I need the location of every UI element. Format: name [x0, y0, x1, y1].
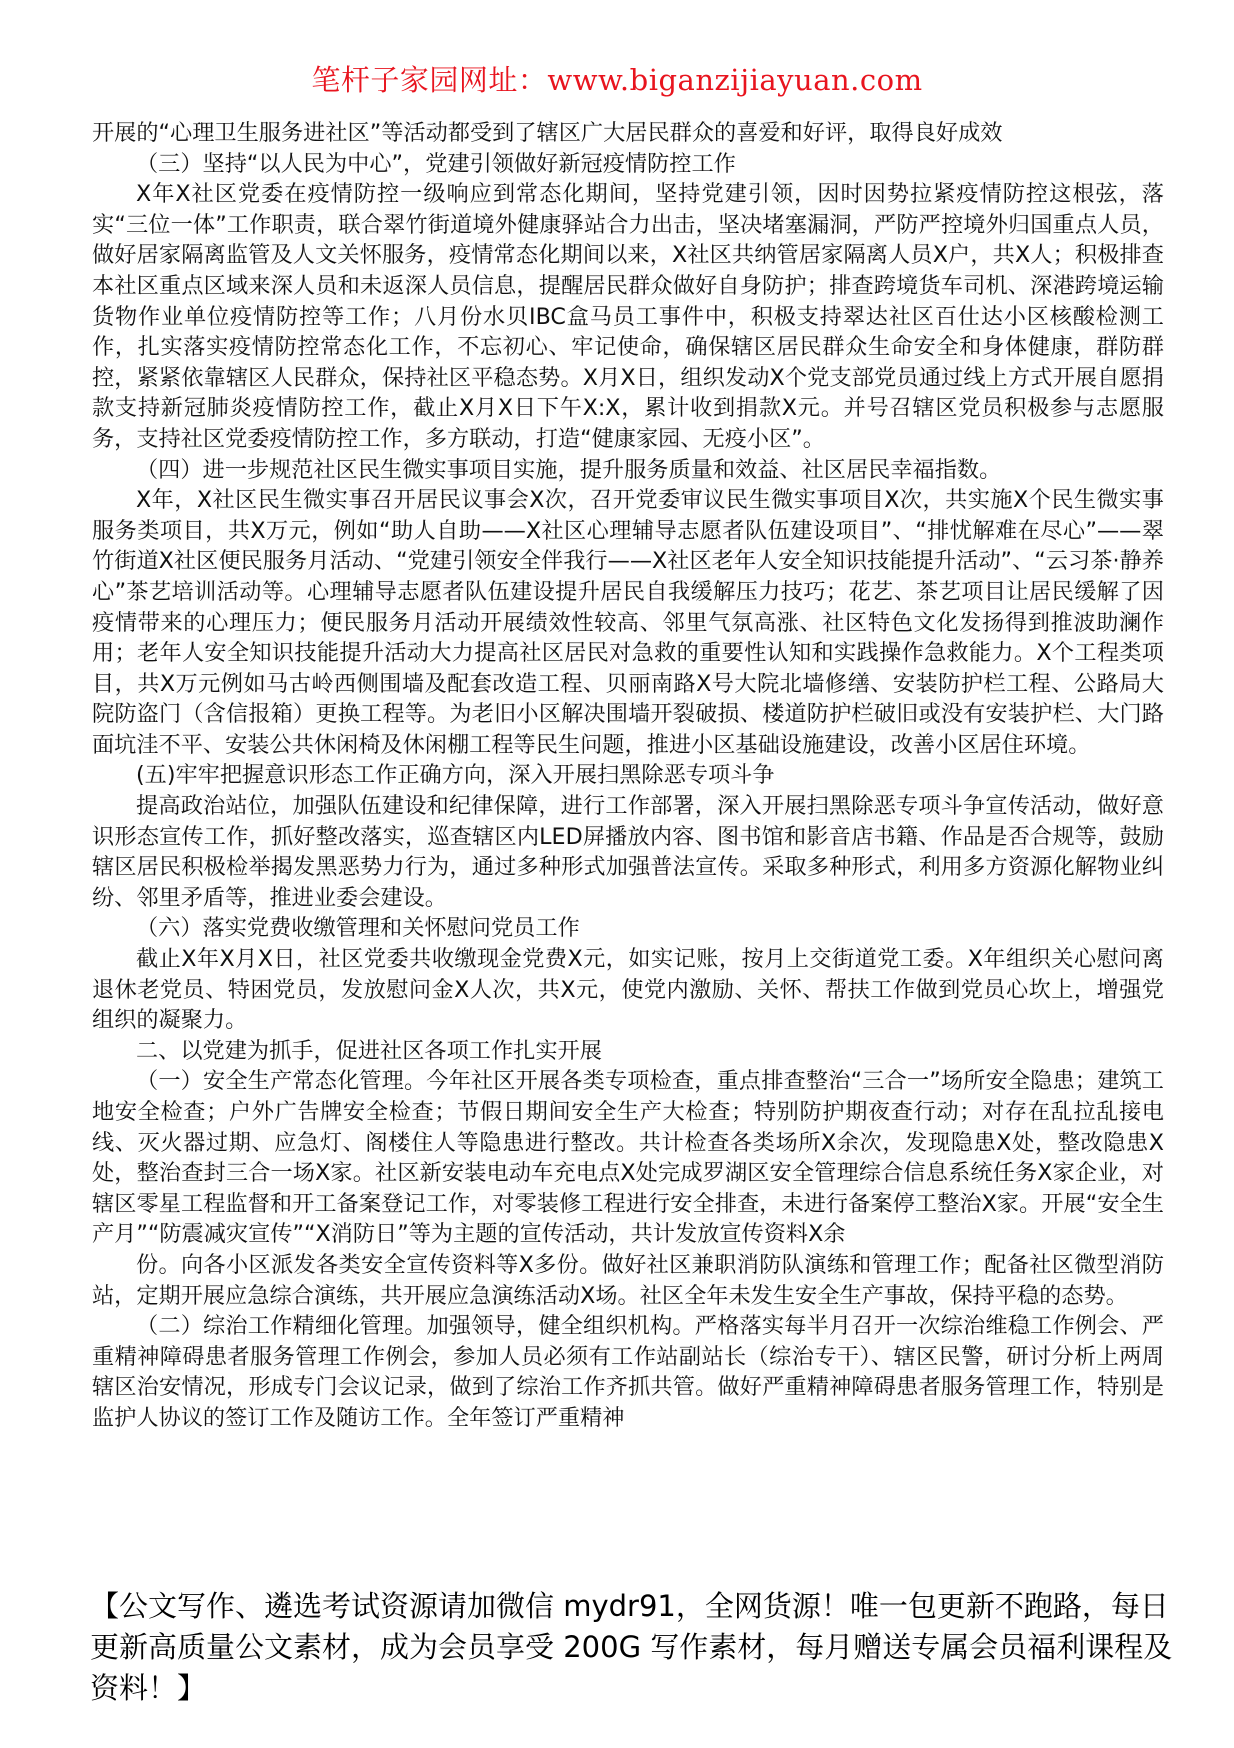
paragraph: X年，X社区民生微实事召开居民议事会X次，召开党委审议民生微实事项目X次，共实施X个民生微实事服务类项目，共X万元，例如“助人自助——X社区心理辅导志愿者队伍建设项目”、“排忧解难在尽心”——翠竹街道X社区便民服务月活动、“党建引领安全伴我行——X社区老年人安全知识技能提升活动”、“云习茶·静养心”茶艺培训活动等。心理辅导志愿者队伍建设提升居民自我缓解压力技巧；花艺、茶艺项目让居民缓解了因疫情带来的心理压力；便民服务月活动开展绩效性较高、邻里气氛高涨、社区特色文化发扬得到推波助澜作用；老年人安全知识技能提升活动大力提高社区居民对急救的重要性认知和实践操作急救能力。X个工程类项目，共X万元例如马古岭西侧围墙及配套改造工程、贝丽南路X号大院北墙修缮、安装防护栏工程、公路局大院防盗门（含信报箱）更换工程等。为老旧小区解决围墙开裂破损、楼道防护栏破旧或没有安装护栏、大门路面坑洼不平、安装公共休闲椅及休闲棚工程等民生问题，推进小区基础设施建设，改善小区居住环境。: [92, 487, 1164, 758]
document-body: [92, 118, 1164, 1434]
paragraph: （一）安全生产常态化管理。今年社区开展各类专项检查，重点排查整治“三合一”场所安全隐患；建筑工地安全检查；户外广告牌安全检查；节假日期间安全生产大检查；特别防护期夜查行动；对存在乱拉乱接电线、灭火器过期、应急灯、阁楼住人等隐患进行整改。共计检查各类场所X余次，发现隐患X处，整改隐患X处，整治查封三合一场X家。社区新安装电动车充电点X处完成罗湖区安全管理综合信息系统任务X家企业，对辖区零星工程监督和开工备案登记工作，对零装修工程进行安全排查，未进行备案停工整治X家。开展“安全生产月”“防震减灾宣传”“X消防日”等为主题的宣传活动，共计发放宣传资料X余: [92, 1068, 1164, 1248]
section-heading: 二、以党建为抓手，促进社区各项工作扎实开展: [136, 1037, 602, 1064]
section-heading: （四）进一步规范社区民生微实事项目实施，提升服务质量和效益、社区居民幸福指数。: [136, 456, 1002, 483]
paragraph: X年X社区党委在疫情防控一级响应到常态化期间，坚持党建引领，因时因势拉紧疫情防控这根弦，落实“三位一体”工作职责，联合翠竹街道境外健康驿站合力出击，坚决堵塞漏洞，严防严控境外归国重点人员，做好居家隔离监管及人文关怀服务，疫情常态化期间以来，X社区共纳管居家隔离人员X户，共X人；积极排查本社区重点区域来深人员和未返深人员信息，提醒居民群众做好自身防护；排查跨境货车司机、深港跨境运输货物作业单位疫情防控等工作；八月份水贝IBC盒马员工事件中，积极支持翠达社区百仕达小区核酸检测工作，扎实落实疫情防控常态化工作，不忘初心、牢记使命，确保辖区居民群众生命安全和身体健康，群防群控，紧紧依靠辖区人民群众，保持社区平稳态势。X月X日，组织发动X个党支部党员通过线上方式开展自愿捐款支持新冠肺炎疫情防控工作，截止X月X日下午X:X，累计收到捐款X元。并号召辖区党员积极参与志愿服务，支持社区党委疫情防控工作，多方联动，打造“健康家园、无疫小区”。: [92, 181, 1164, 452]
section-heading: (五)牢牢把握意识形态工作正确方向，深入开展扫黑除恶专项斗争: [136, 762, 775, 789]
paragraph: 开展的“心理卫生服务进社区”等活动都受到了辖区广大居民群众的喜爱和好评，取得良好成效: [92, 120, 1003, 146]
site-url-header: 笔杆子家园网址：www.biganzijiayuan.com: [311, 63, 923, 97]
paragraph: 份。向各小区派发各类安全宣传资料等X多份。做好社区兼职消防队演练和管理工作；配备社区微型消防站，定期开展应急综合演练，共开展应急演练活动X场。社区全年未发生安全生产事故，保持平稳的态势。: [92, 1251, 1164, 1309]
paragraph: 提高政治站位，加强队伍建设和纪律保障，进行工作部署，深入开展扫黑除恶专项斗争宣传活动，做好意识形态宣传工作，抓好整改落实，巡查辖区内LED屏播放内容、图书馆和影音店书籍、作品是否合规等，鼓励辖区居民积极检举揭发黑恶势力行为，通过多种形式加强普法宣传。采取多种形式，利用多方资源化解物业纠纷、邻里矛盾等，推进业委会建设。: [92, 793, 1164, 911]
section-heading: （六）落实党费收缴管理和关怀慰问党员工作: [136, 915, 580, 942]
section-heading: （三）坚持“以人民为中心”，党建引领做好新冠疫情防控工作: [136, 150, 736, 177]
paragraph: （二）综治工作精细化管理。加强领导，健全组织机构。严格落实每半月召开一次综治维稳工作例会、严重精神障碍患者服务管理工作例会，参加人员必须有工作站副站长（综治专干）、辖区民警，研讨分析上两周辖区治安情况，形成专门会议记录，做到了综治工作齐抓共管。做好严重精神障碍患者服务管理工作，特别是监护人协议的签订工作及随访工作。全年签订严重精神: [92, 1313, 1164, 1431]
paragraph: 截止X年X月X日，社区党委共收缴现金党费X元，如实记账，按月上交街道党工委。X年组织关心慰问离退休老党员、特困党员，发放慰问金X人次，共X元，使党内激励、关怀、帮扶工作做到党员心坎上，增强党组织的凝聚力。: [92, 946, 1164, 1034]
promo-footer: 【公文写作、遴选考试资源请加微信 mydr91，全网货源！唯一包更新不跑路，每日更新高质量公文素材，成为会员享受 200G 写作素材，每月赠送专属会员福利课程及资料！】: [90, 1589, 1173, 1705]
